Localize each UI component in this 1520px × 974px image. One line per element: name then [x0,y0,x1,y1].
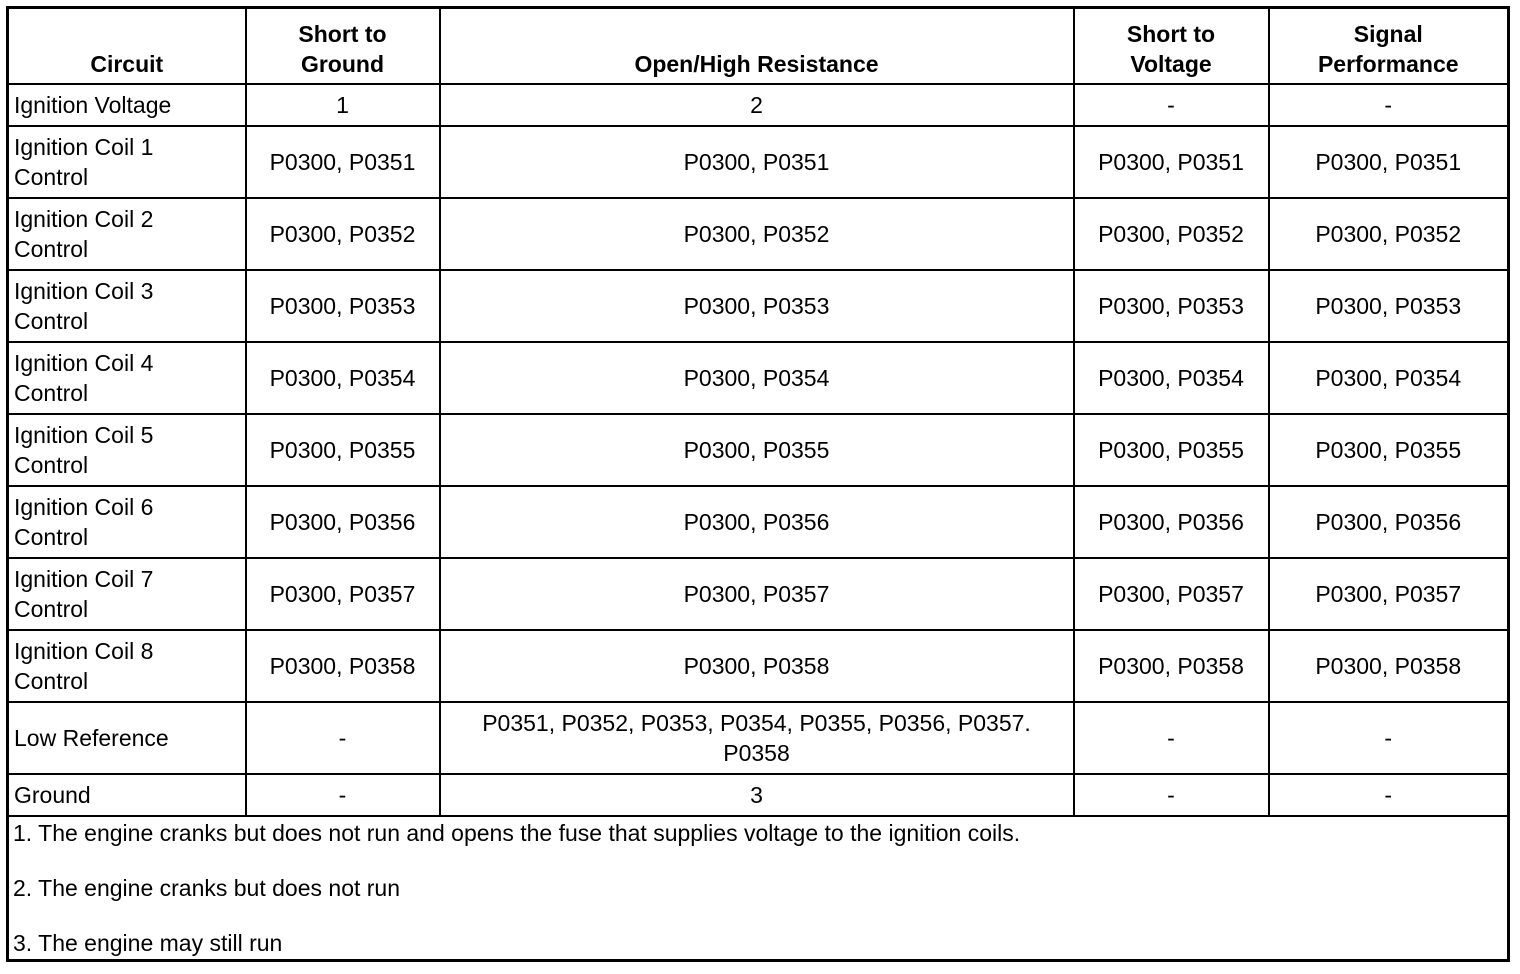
open-high-resistance-cell: P0351, P0352, P0353, P0354, P0355, P0356, P0357. P0358 [440,702,1074,774]
short-to-ground-cell: P0300, P0358 [246,630,440,702]
short-to-voltage-cell: P0300, P0358 [1074,630,1269,702]
short-to-ground-cell: P0300, P0351 [246,126,440,198]
table-row [8,84,1509,126]
short-to-ground-cell: P0300, P0353 [246,270,440,342]
short-to-voltage-cell: - [1074,774,1269,816]
signal-performance-cell: - [1269,84,1509,126]
table-row [8,774,1509,816]
circuit-cell: Ignition Coil 2 Control [8,198,246,270]
circuit-cell: Low Reference [8,702,246,774]
circuit-cell: Ignition Coil 5 Control [8,414,246,486]
short-to-ground-cell: P0300, P0356 [246,486,440,558]
signal-performance-cell: P0300, P0358 [1269,630,1509,702]
short-to-ground-cell: P0300, P0357 [246,558,440,630]
short-to-ground-cell: - [246,702,440,774]
signal-performance-cell: P0300, P0351 [1269,126,1509,198]
short-to-voltage-cell: - [1074,84,1269,126]
signal-performance-cell: P0300, P0355 [1269,414,1509,486]
short-to-ground-cell: 1 [246,84,440,126]
signal-performance-cell: - [1269,702,1509,774]
table-row [8,270,1509,342]
table-row [8,486,1509,558]
short-to-voltage-cell: P0300, P0354 [1074,342,1269,414]
header-circuit: Circuit [8,8,246,85]
table-row [8,702,1509,774]
short-to-voltage-cell: P0300, P0355 [1074,414,1269,486]
header-short-to-voltage: Short to Voltage [1074,8,1269,85]
note-3: 3. The engine may still run [13,930,283,956]
header-open-high-resistance: Open/High Resistance [440,8,1074,85]
signal-performance-cell: P0300, P0353 [1269,270,1509,342]
table-row [8,198,1509,270]
circuit-dtc-table [6,6,1510,962]
short-to-voltage-cell: - [1074,702,1269,774]
short-to-ground-cell: P0300, P0352 [246,198,440,270]
signal-performance-cell: P0300, P0352 [1269,198,1509,270]
header-short-to-ground: Short to Ground [246,8,440,85]
open-high-resistance-cell: P0300, P0355 [440,414,1074,486]
note-1: 1. The engine cranks but does not run and opens the fuse that supplies voltage to the ignition coils. [13,820,1021,846]
open-high-resistance-cell: 3 [440,774,1074,816]
open-high-resistance-cell: P0300, P0351 [440,126,1074,198]
circuit-cell: Ground [8,774,246,816]
open-high-resistance-cell: P0300, P0354 [440,342,1074,414]
short-to-voltage-cell: P0300, P0357 [1074,558,1269,630]
short-to-voltage-cell: P0300, P0351 [1074,126,1269,198]
short-to-voltage-cell: P0300, P0356 [1074,486,1269,558]
open-high-resistance-cell: P0300, P0358 [440,630,1074,702]
short-to-ground-cell: P0300, P0355 [246,414,440,486]
short-to-ground-cell: - [246,774,440,816]
notes-row [8,816,1509,961]
header-signal-performance: Signal Performance [1269,8,1509,85]
signal-performance-cell: P0300, P0356 [1269,486,1509,558]
note-2: 2. The engine cranks but does not run [13,875,401,901]
open-high-resistance-cell: P0300, P0357 [440,558,1074,630]
table-row [8,342,1509,414]
short-to-voltage-cell: P0300, P0353 [1074,270,1269,342]
circuit-cell: Ignition Coil 8 Control [8,630,246,702]
open-high-resistance-cell: 2 [440,84,1074,126]
circuit-cell: Ignition Coil 6 Control [8,486,246,558]
signal-performance-cell: - [1269,774,1509,816]
circuit-cell: Ignition Coil 1 Control [8,126,246,198]
table-row [8,414,1509,486]
table-row [8,558,1509,630]
notes-cell [8,816,1509,961]
circuit-cell: Ignition Coil 3 Control [8,270,246,342]
signal-performance-cell: P0300, P0354 [1269,342,1509,414]
circuit-cell: Ignition Coil 7 Control [8,558,246,630]
table-row [8,630,1509,702]
circuit-cell: Ignition Voltage [8,84,246,126]
short-to-ground-cell: P0300, P0354 [246,342,440,414]
open-high-resistance-cell: P0300, P0356 [440,486,1074,558]
short-to-voltage-cell: P0300, P0352 [1074,198,1269,270]
circuit-cell: Ignition Coil 4 Control [8,342,246,414]
open-high-resistance-cell: P0300, P0353 [440,270,1074,342]
table-header-row [8,8,1509,85]
signal-performance-cell: P0300, P0357 [1269,558,1509,630]
open-high-resistance-cell: P0300, P0352 [440,198,1074,270]
table-row [8,126,1509,198]
